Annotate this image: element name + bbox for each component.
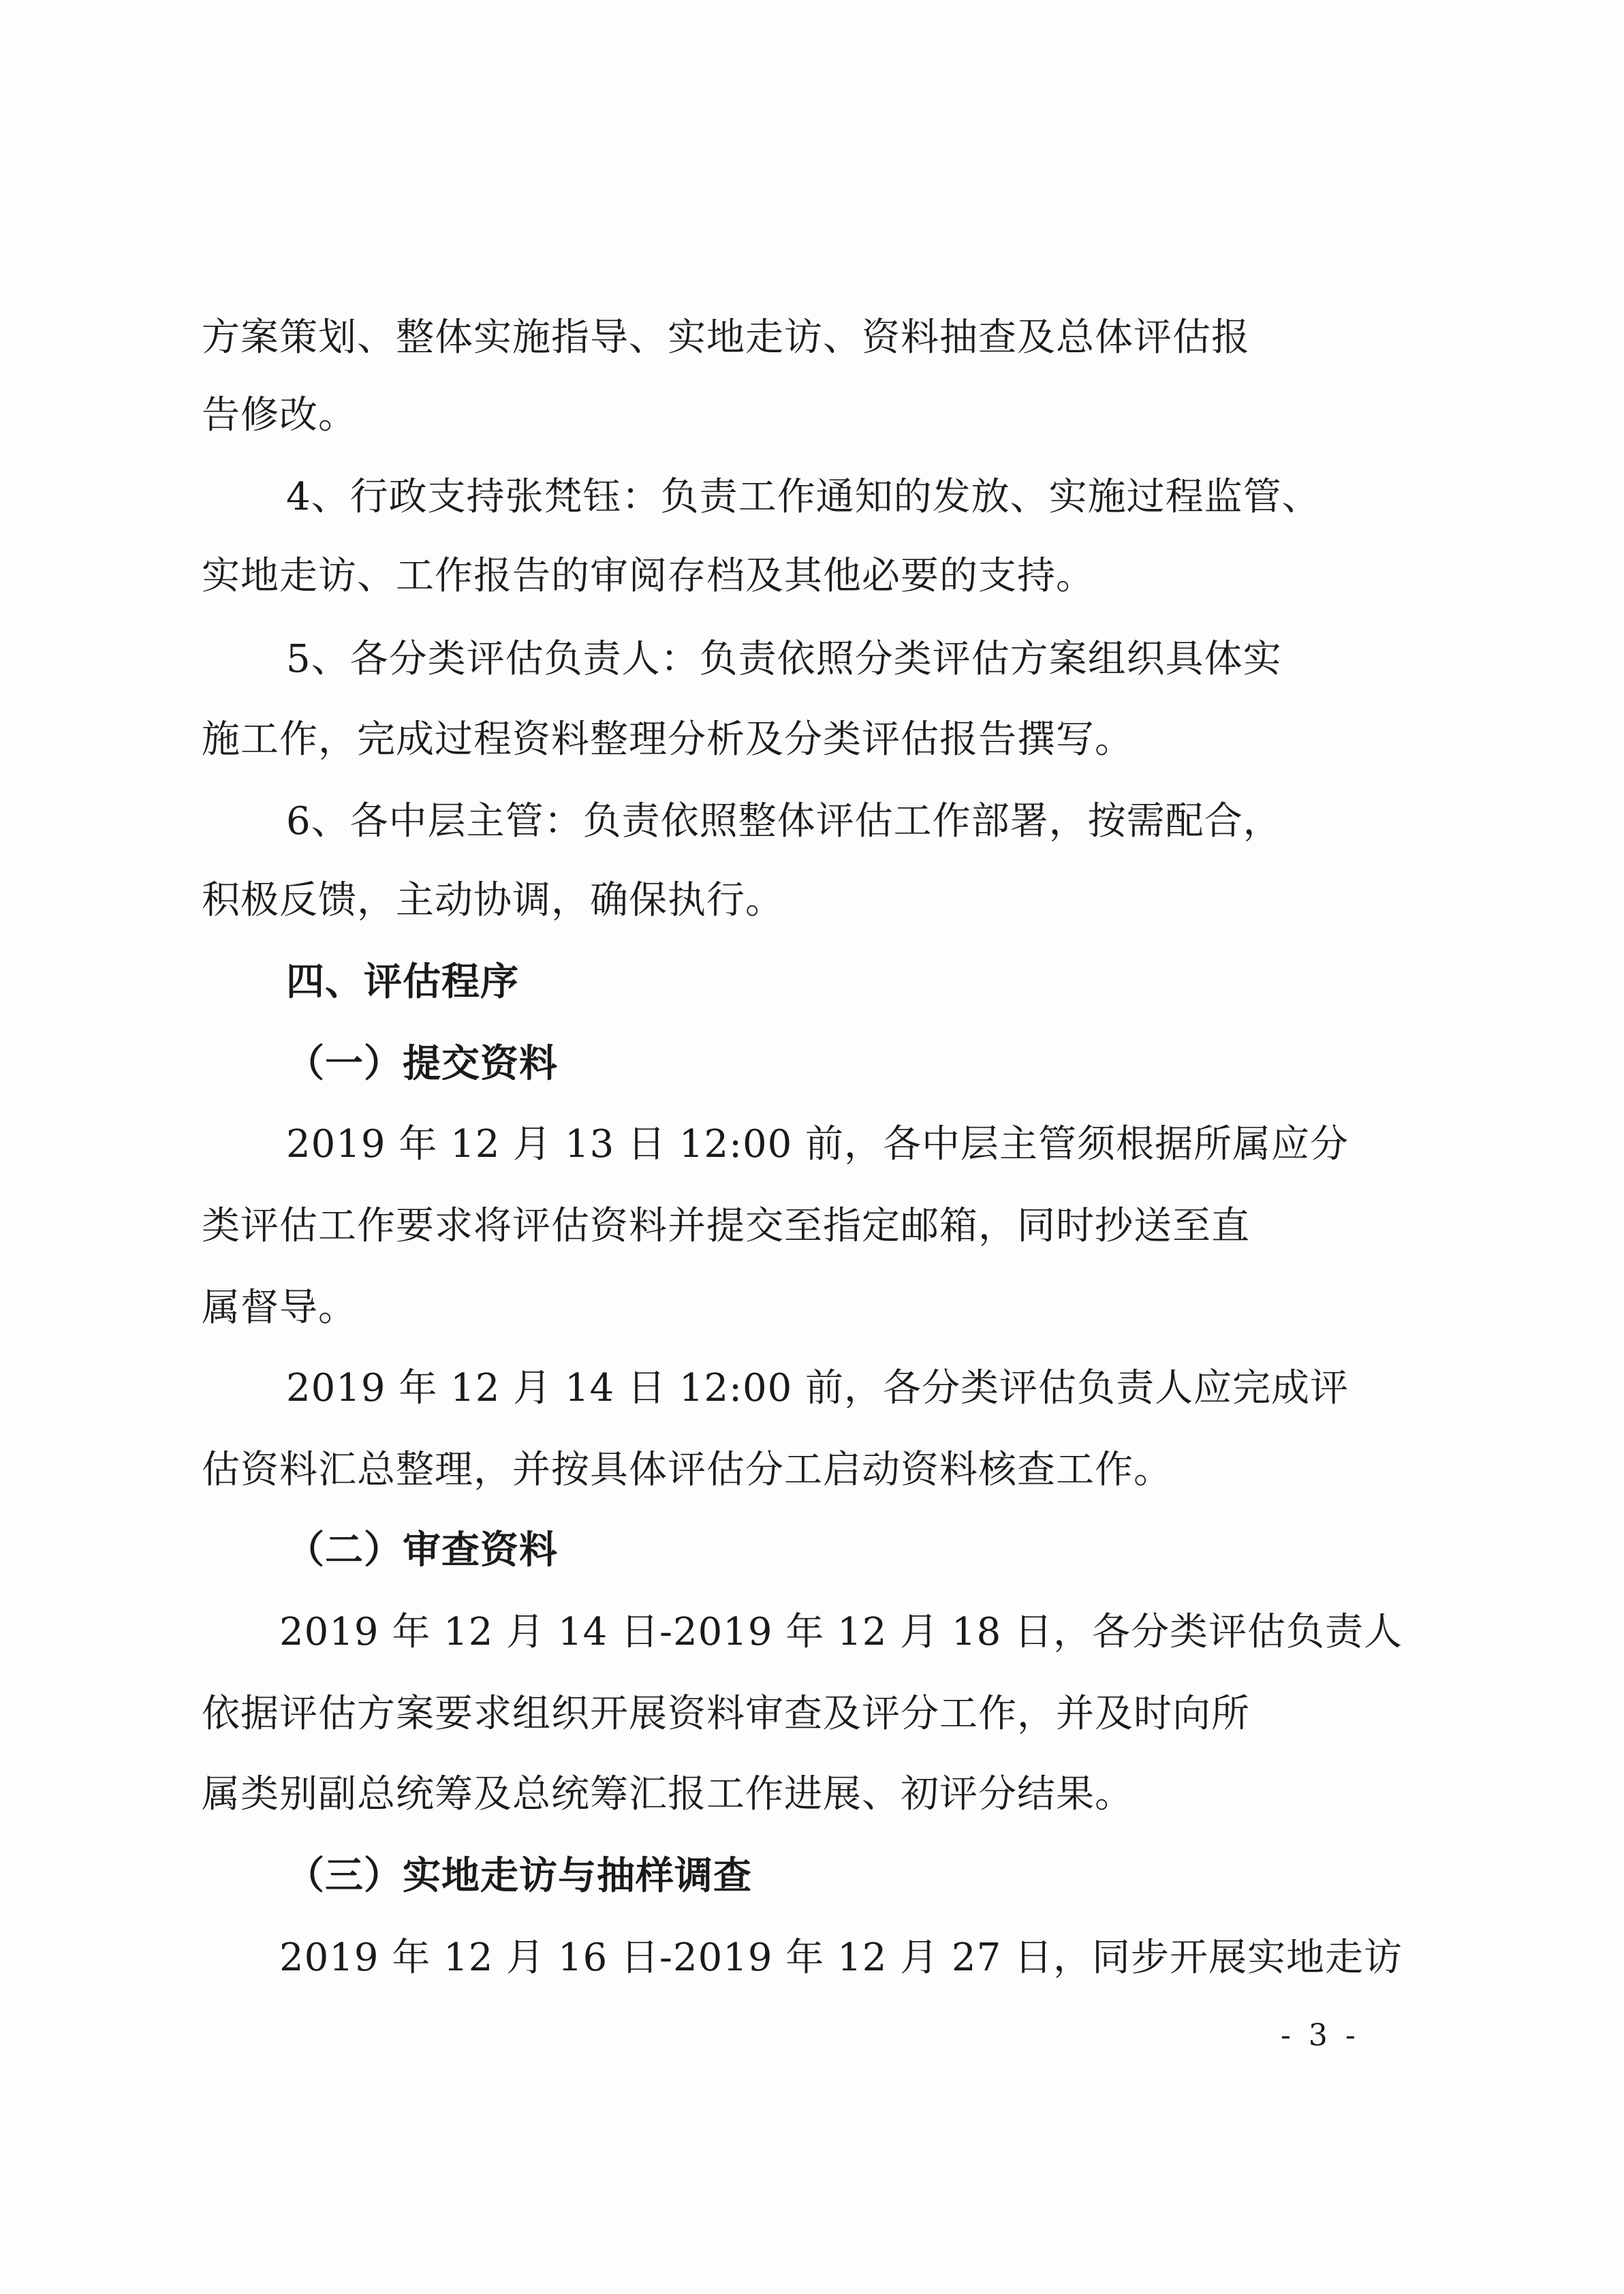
text-line: 4、行政支持张梵钰：负责工作通知的发放、实施过程监管、 — [286, 475, 1321, 519]
text-line: 告修改。 — [202, 393, 357, 437]
text-line: 类评估工作要求将评估资料并提交至指定邮箱，同时抄送至直 — [202, 1204, 1250, 1248]
text-line: 属类别副总统筹及总统筹汇报工作进展、初评分结果。 — [202, 1772, 1134, 1816]
text-line: 估资料汇总整理，并按具体评估分工启动资料核查工作。 — [202, 1448, 1172, 1492]
page-number: - 3 - — [1281, 2018, 1360, 2053]
text-line: 2019 年 12 月 14 日-2019 年 12 月 18 日，各分类评估负责人 — [279, 1610, 1403, 1654]
text-line: 2019 年 12 月 14 日 12:00 前，各分类评估负责人应完成评 — [286, 1366, 1349, 1410]
text-line: 6、各中层主管：负责依照整体评估工作部署，按需配合， — [286, 799, 1282, 843]
subsection-heading: （三）实地走访与抽样调查 — [286, 1854, 752, 1898]
text-line: 依据评估方案要求组织开展资料审查及评分工作，并及时向所 — [202, 1692, 1250, 1736]
text-line: 2019 年 12 月 13 日 12:00 前，各中层主管须根据所属应分 — [286, 1122, 1349, 1166]
subsection-heading: （二）审查资料 — [286, 1528, 558, 1572]
text-line: 积极反馈，主动协调，确保执行。 — [202, 878, 784, 923]
text-line: 实地走访、工作报告的审阅存档及其他必要的支持。 — [202, 554, 1095, 598]
text-line: 属督导。 — [202, 1286, 357, 1330]
text-line: 5、各分类评估负责人：负责依照分类评估方案组织具体实 — [286, 637, 1282, 681]
text-line: 施工作，完成过程资料整理分析及分类评估报告撰写。 — [202, 717, 1134, 762]
subsection-heading: （一）提交资料 — [286, 1042, 558, 1086]
section-heading: 四、评估程序 — [286, 960, 519, 1004]
text-line: 2019 年 12 月 16 日-2019 年 12 月 27 日，同步开展实地走访 — [279, 1936, 1403, 1980]
text-line: 方案策划、整体实施指导、实地走访、资料抽查及总体评估报 — [202, 315, 1250, 360]
